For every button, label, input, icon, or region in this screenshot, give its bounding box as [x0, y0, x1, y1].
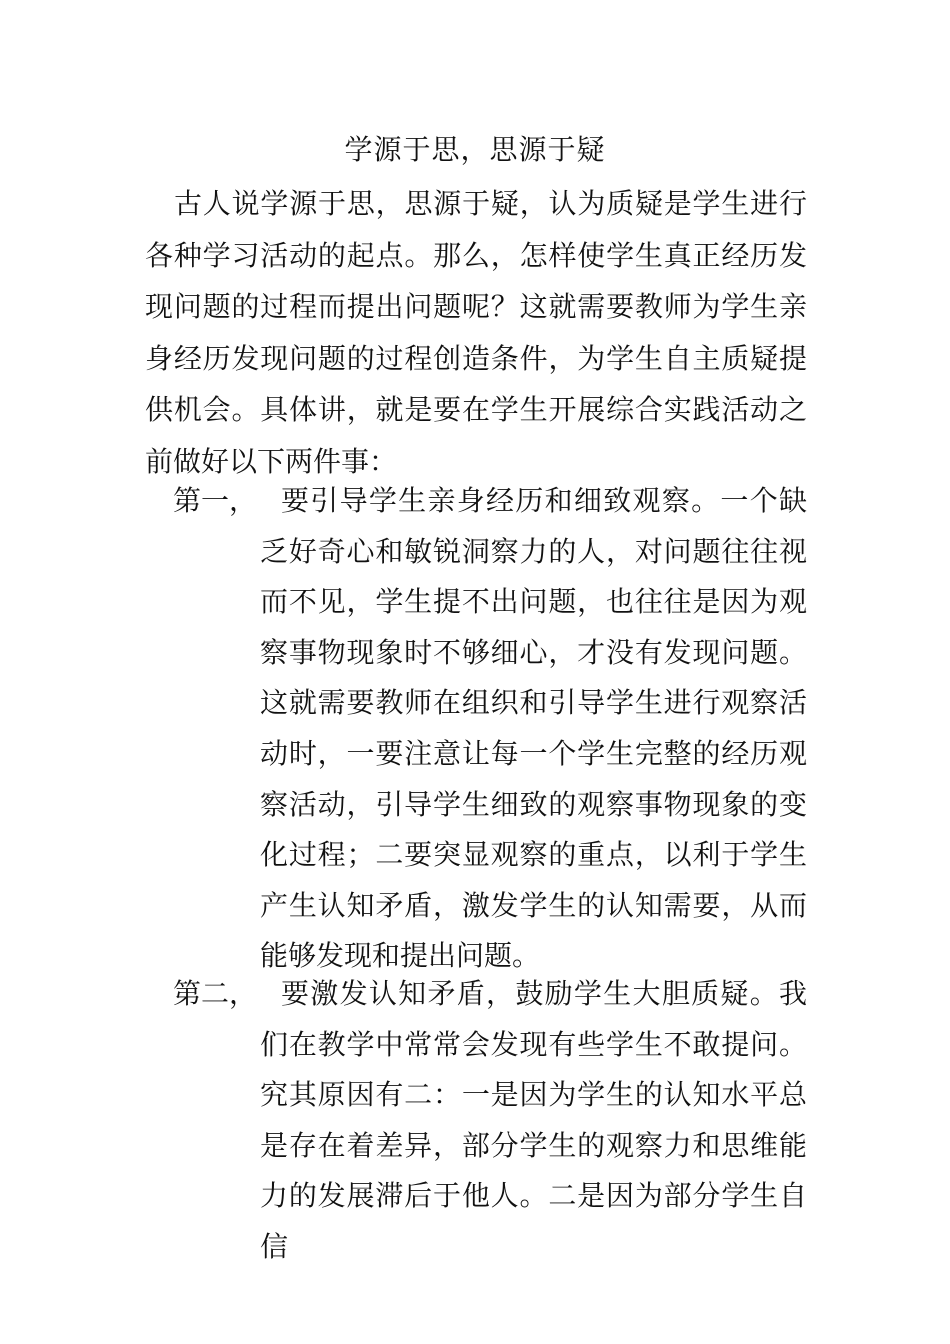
- list-marker-first: 第一，: [173, 484, 258, 517]
- list-marker-second: 第二，: [173, 977, 258, 1010]
- list-item-first-text: 要引导学生亲身经历和细致观察。一个缺乏好奇心和敏锐洞察力的人，对问题往往视而不见，学生提不出问题，也往往是因为观察事物现象时不够细心，才没有发现问题。这就需要教师在组织和引导学生进行观察活动时，一要注意让每一个学生完整的经历观察活动，引导学生细致的观察事物现象的变化过程；二要突显观察的重点，以利于学生产生认知矛盾，激发学生的认知需要，从而能够发现和提出问题。: [260, 484, 807, 973]
- intro-paragraph: 古人说学源于思，思源于疑，认为质疑是学生进行各种学习活动的起点。那么，怎样使学生真正经历发现问题的过程而提出问题呢？这就需要教师为学生亲身经历发现问题的过程创造条件，为学生自主质疑提供机会。具体讲，就是要在学生开展综合实践活动之前做好以下两件事：: [145, 187, 807, 478]
- document-title: 学源于思，思源于疑: [344, 133, 606, 166]
- list-item-second: [173, 969, 807, 1273]
- list-item-first: [173, 476, 807, 982]
- list-item-second-text: 要激发认知矛盾，鼓励学生大胆质疑。我们在教学中常常会发现有些学生不敢提问。究其原因有二：一是因为学生的认知水平总是存在着差异，部分学生的观察力和思维能力的发展滞后于他人。二是因为部分学生自信: [260, 977, 807, 1263]
